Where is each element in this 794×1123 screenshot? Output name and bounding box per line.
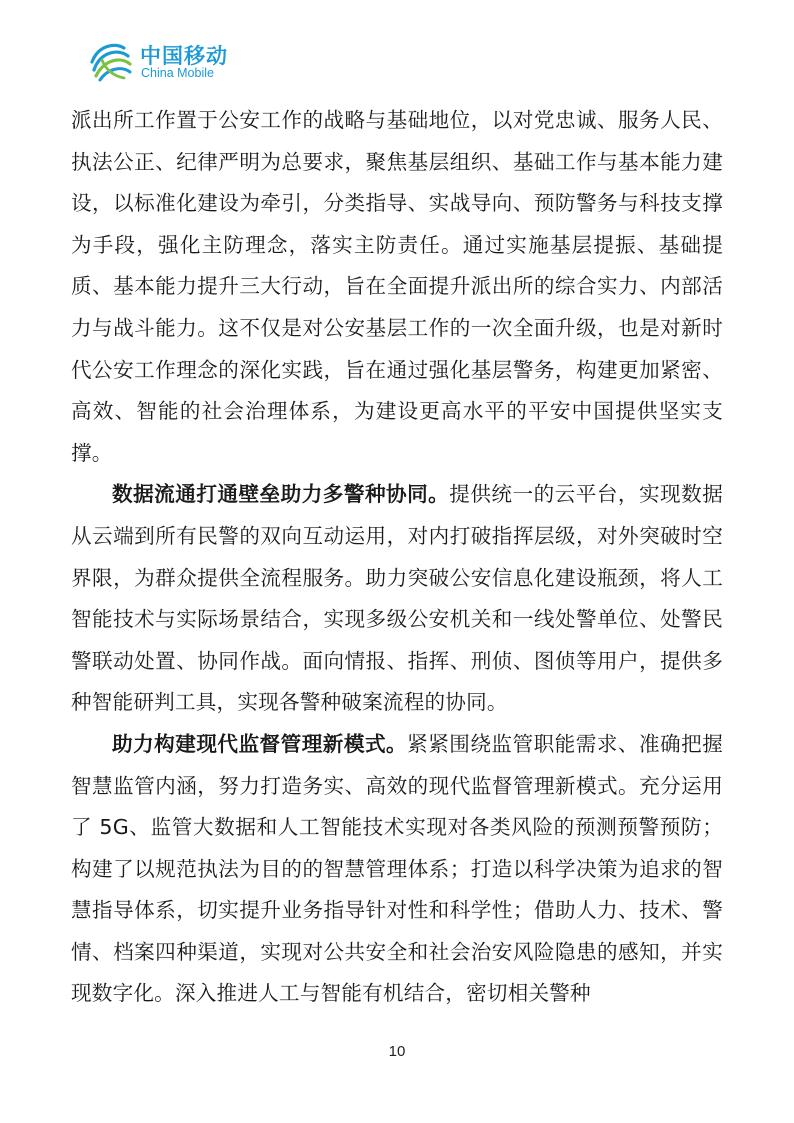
logo-english-name: China Mobile: [141, 66, 214, 80]
paragraph-3: [71, 724, 723, 1015]
paragraph-3-heading: 助力构建现代监督管理新模式。: [112, 731, 408, 756]
paragraph-2-text: 提供统一的云平台，实现数据从云端到所有民警的双向互动运用，对内打破指挥层级，对外突破时空界限，为群众提供全流程服务。助力突破公安信息化建设瓶颈，将人工智能技术与实际场景结合，实现多级公安机关和一线处警单位、处警民警联动处置、协同作战。面向情报、指挥、刑侦、图侦等用户，提供多种智能研判工具，实现各警种破案流程的协同。: [71, 482, 723, 715]
paragraph-2-heading: 数据流通打通壁垒助力多警种协同。: [112, 482, 450, 507]
logo-chinese-name: 中国移动: [140, 44, 228, 68]
paragraph-1-text: 派出所工作置于公安工作的战略与基础地位，以对党忠诚、服务人民、执法公正、纪律严明为总要求，聚焦基层组织、基础工作与基本能力建设，以标准化建设为牵引，分类指导、实战导向、预防警务与科技支撑为手段，强化主防理念，落实主防责任。通过实施基层提振、基础提质、基本能力提升三大行动，旨在全面提升派出所的综合实力、内部活力与战斗能力。这不仅是对公安基层工作的一次全面升级，也是对新时代公安工作理念的深化实践，旨在通过强化基层警务，构建更加紧密、高效、智能的社会治理体系，为建设更高水平的平安中国提供坚实支撑。: [71, 108, 723, 465]
paragraph-2: [71, 474, 723, 724]
paragraph-1: [71, 100, 723, 474]
paragraph-3-text: 紧紧围绕监管职能需求、准确把握智慧监管内涵，努力打造务实、高效的现代监督管理新模式。充分运用了 5G、监管大数据和人工智能技术实现对各类风险的预测预警预防；构建了以规范执法为目的的智慧管理体系；打造以科学决策为追求的智慧指导体系，切实提升业务指导针对性和科学性；借助人力、技术、警情、档案四种渠道，实现对公共安全和社会治安风险隐患的感知，并实现数字化。深入推进人工与智能有机结合，密切相关警种: [71, 731, 723, 1006]
document-body: [71, 100, 723, 1015]
page-number: 10: [388, 1043, 406, 1060]
page-header: [88, 40, 388, 88]
china-mobile-logo-icon: [88, 40, 134, 86]
